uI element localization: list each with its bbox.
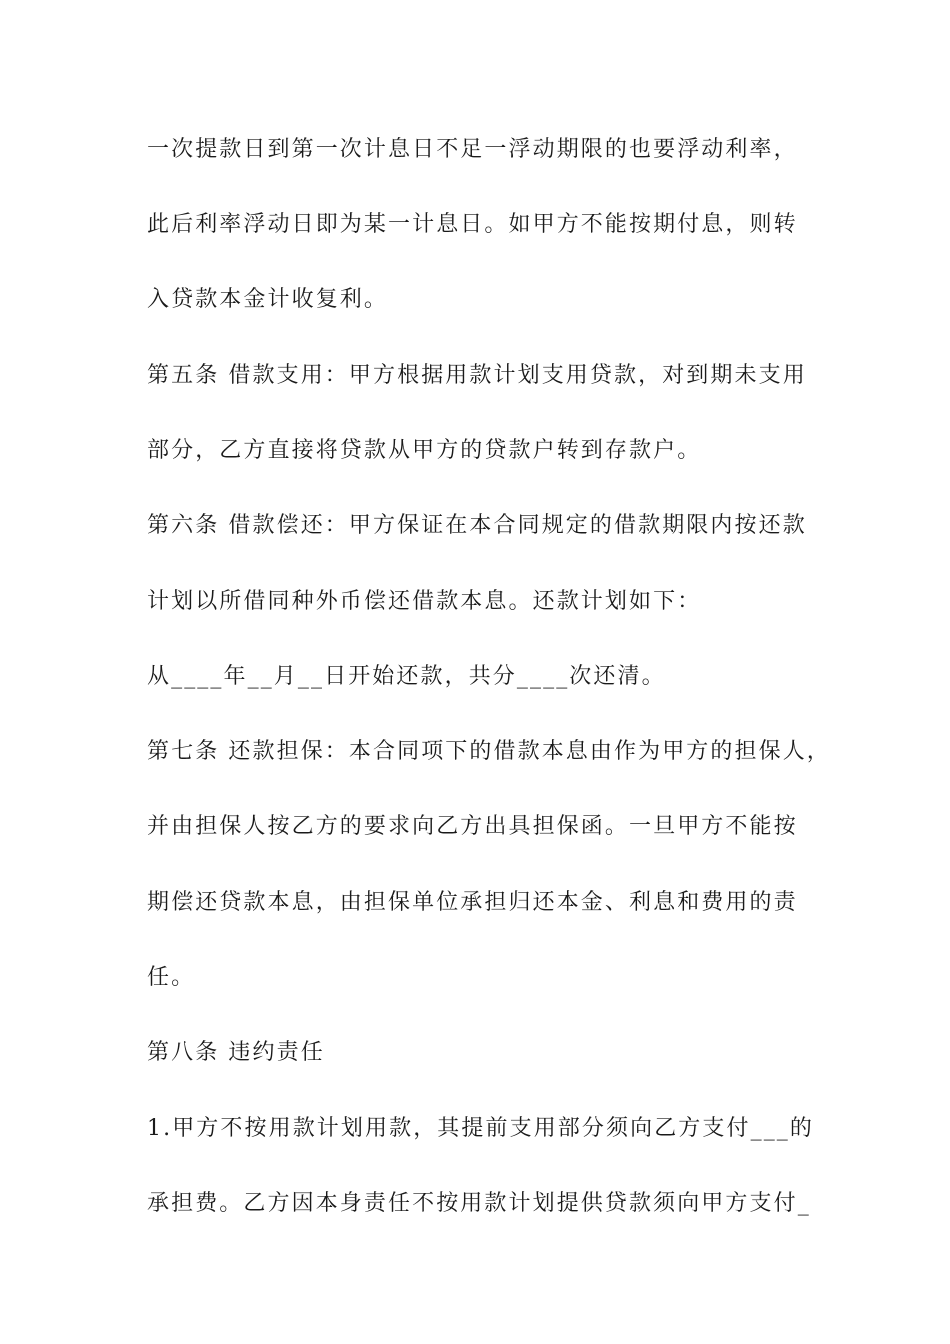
article-5-heading-line: 第五条 借款支用：甲方根据用款计划支用贷款，对到期未支用	[147, 363, 807, 388]
repayment-schedule-line: 从____年__月__日开始还款，共分____次还清。	[147, 664, 666, 689]
text-line-11: 期偿还贷款本息，由担保单位承担归还本金、利息和费用的责	[147, 890, 798, 915]
text-line-3: 入贷款本金计收复利。	[147, 287, 389, 312]
article-6-heading-line: 第六条 借款偿还：甲方保证在本合同规定的借款期限内按还款	[147, 513, 807, 538]
text-line-10: 并由担保人按乙方的要求向乙方出具担保函。一旦甲方不能按	[147, 814, 798, 839]
article-7-heading-line: 第七条 还款担保：本合同项下的借款本息由作为甲方的担保人，	[147, 739, 831, 764]
text-line-7: 计划以所借同种外币偿还借款本息。还款计划如下：	[147, 589, 702, 614]
text-line-1: 一次提款日到第一次计息日不足一浮动期限的也要浮动利率，	[147, 137, 798, 162]
clause-1-line: 1.甲方不按用款计划用款，其提前支用部分须向乙方支付___的	[147, 1116, 814, 1141]
text-line-15: 承担费。乙方因本身责任不按用款计划提供贷款须向甲方支付_	[147, 1191, 811, 1216]
text-line-2: 此后利率浮动日即为某一计息日。如甲方不能按期付息，则转	[147, 212, 798, 237]
article-8-heading: 第八条 违约责任	[147, 1040, 325, 1065]
text-line-12: 任。	[147, 965, 196, 990]
text-line-5: 部分，乙方直接将贷款从甲方的贷款户转到存款户。	[147, 438, 702, 463]
